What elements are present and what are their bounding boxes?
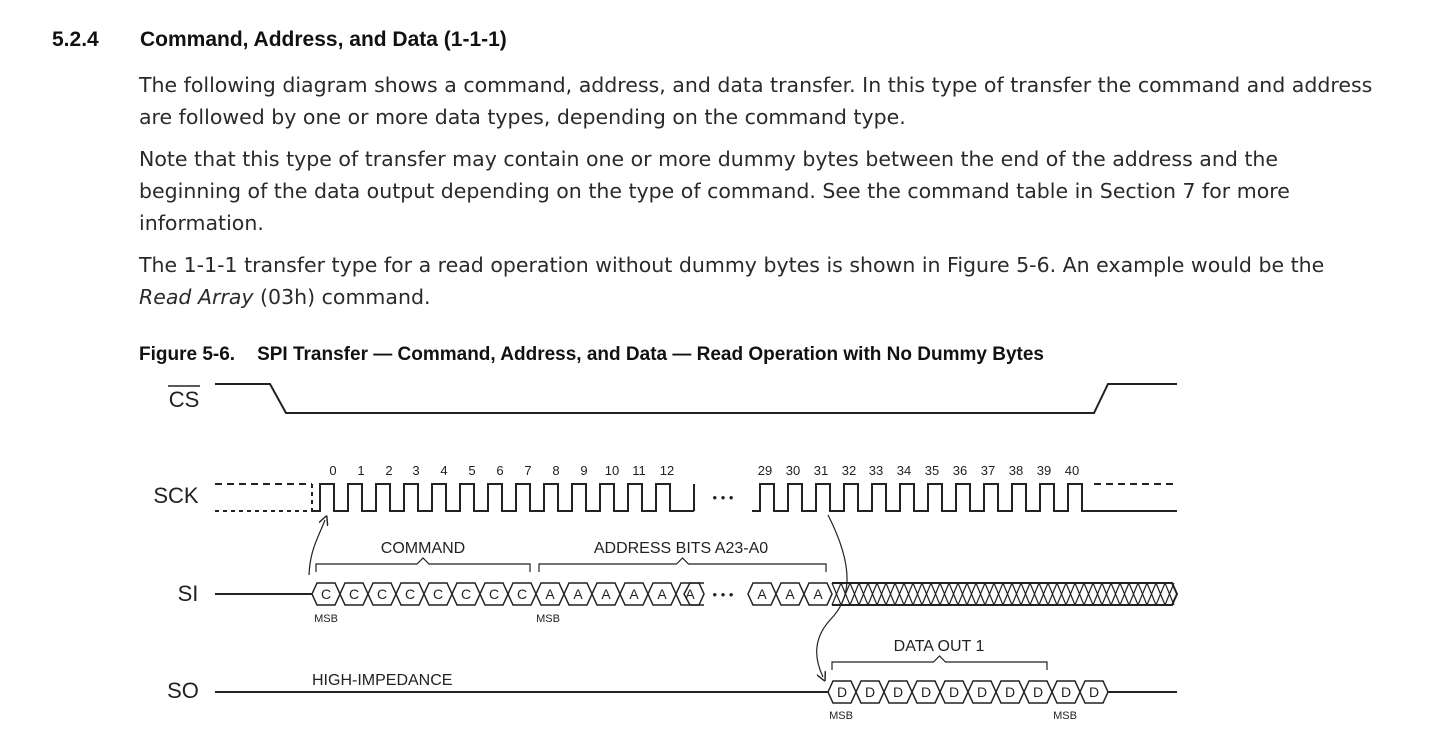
- si-command-bit-label: C: [348, 586, 360, 602]
- so-data-bit-label: D: [836, 684, 848, 700]
- so-data-bit-label: D: [976, 684, 988, 700]
- sck-dashed-idle-low-left: [215, 484, 312, 511]
- hatch-mark: [949, 583, 958, 605]
- section-number: 5.2.4: [52, 28, 99, 51]
- hatch-mark: [1075, 583, 1084, 605]
- si-command-bit-label: C: [488, 586, 500, 602]
- section-title: Command, Address, and Data (1-1-1): [140, 28, 507, 51]
- hatch-mark: [832, 583, 841, 605]
- clock-label: 36: [952, 463, 968, 478]
- hatch-mark: [1039, 583, 1048, 605]
- paragraph-read-example-pre: The 1-1-1 transfer type for a read operation without dummy bytes is shown in Figure 5-6. An example would be the: [139, 253, 1325, 277]
- clock-label: 12: [659, 463, 675, 478]
- so-second-msb-label: MSB: [1053, 710, 1077, 722]
- si-command-bit-label: C: [376, 586, 388, 602]
- clock-label: 6: [496, 463, 504, 478]
- si-address-msb-label: MSB: [536, 613, 560, 625]
- si-signal-label: SI: [177, 581, 199, 606]
- cs-waveform: [215, 384, 1177, 413]
- figure-title: SPI Transfer — Command, Address, and Data — Read Operation with No Dummy Bytes: [257, 344, 1044, 365]
- hatch-mark: [1120, 583, 1129, 605]
- hatch-mark: [940, 583, 949, 605]
- paragraph-read-example: [139, 249, 1379, 313]
- clock-label: 30: [785, 463, 801, 478]
- hatch-mark: [913, 583, 922, 605]
- hatch-mark: [859, 583, 868, 605]
- so-data-bit-label: D: [892, 684, 904, 700]
- hatch-mark: [895, 583, 904, 605]
- high-impedance-label: HIGH-IMPEDANCE: [312, 672, 453, 689]
- hatch-mark: [1030, 583, 1039, 605]
- so-data-bit-label: D: [864, 684, 876, 700]
- data-out-brace: [832, 656, 1047, 670]
- hatch-mark: [886, 583, 895, 605]
- hatch-mark: [922, 583, 931, 605]
- paragraph-dummy-bytes-note: Note that this type of transfer may contain one or more dummy bytes between the end of the address and the beginning of the data output depending on the type of command. See the command table in Section 7 for more information.: [139, 147, 1290, 235]
- so-data-bit-label: D: [1004, 684, 1016, 700]
- hatch-mark: [1003, 583, 1012, 605]
- so-signal-label: SO: [167, 678, 199, 703]
- si-address-bit-label: A: [685, 586, 695, 602]
- si-address-bit-label: A: [813, 586, 823, 602]
- paragraph-read-example-post: (03h) command.: [253, 285, 431, 309]
- clock-label: 0: [329, 463, 337, 478]
- hatch-mark: [976, 583, 985, 605]
- si-address-bit-label: A: [601, 586, 611, 602]
- command-label: COMMAND: [380, 540, 466, 557]
- sck-signal-label: SCK: [153, 483, 199, 508]
- si-command-msb-label: MSB: [314, 613, 338, 625]
- clock-label: 1: [357, 463, 365, 478]
- si-ellipsis: • • •: [712, 587, 734, 602]
- figure-number: Figure 5-6.: [139, 344, 236, 365]
- so-data-bit-label: D: [1060, 684, 1072, 700]
- hatch-mark: [1084, 583, 1093, 605]
- hatch-mark: [850, 583, 859, 605]
- so-data-bit-label: D: [920, 684, 932, 700]
- clock-label: 8: [552, 463, 560, 478]
- clock-label: 7: [524, 463, 532, 478]
- si-command-bit-label: C: [320, 586, 332, 602]
- si-command-bit-label: C: [432, 586, 444, 602]
- hatch-mark: [967, 583, 976, 605]
- sck-to-si-arrow: [309, 520, 325, 575]
- clock-label: 37: [980, 463, 996, 478]
- si-address-bit-label: A: [757, 586, 767, 602]
- clock-cycle-labels: [329, 463, 1079, 478]
- sck-ellipsis: • • •: [712, 490, 734, 505]
- hatch-mark: [1093, 583, 1102, 605]
- figure-caption: [139, 344, 1044, 366]
- so-data-bit-label: D: [948, 684, 960, 700]
- si-address-bit-label: A: [573, 586, 583, 602]
- hatch-mark: [985, 583, 994, 605]
- hatch-mark: [904, 583, 913, 605]
- clock-label: 11: [632, 463, 646, 478]
- clock-label: 40: [1064, 463, 1080, 478]
- sck-clock-pulses-right: [752, 484, 1094, 511]
- si-address-bit-label: A: [657, 586, 667, 602]
- hatch-mark: [1156, 583, 1165, 605]
- hatch-mark: [877, 583, 886, 605]
- command-brace: [316, 558, 530, 572]
- spi-timing-diagram: [0, 370, 1444, 748]
- si-command-bit-label: C: [516, 586, 528, 602]
- clock-label: 38: [1008, 463, 1024, 478]
- clock-label: 2: [385, 463, 393, 478]
- hatch-mark: [1021, 583, 1030, 605]
- paragraph-intro: The following diagram shows a command, address, and data transfer. In this type of transfer the command and address are followed by one or more data types, depending on the command type.: [139, 73, 1373, 129]
- so-data-bit-label: D: [1032, 684, 1044, 700]
- si-dont-care-region: [832, 583, 1174, 605]
- hatch-mark: [1138, 583, 1147, 605]
- so-data-bit-label: D: [1088, 684, 1100, 700]
- si-command-bit-label: C: [404, 586, 416, 602]
- sck-waveform: [215, 484, 1177, 511]
- address-brace: [539, 558, 826, 572]
- clock-label: 4: [440, 463, 448, 478]
- address-bits-label: ADDRESS BITS A23-A0: [593, 540, 769, 557]
- hatch-mark: [1147, 583, 1156, 605]
- data-out-label: DATA OUT 1: [893, 638, 985, 655]
- hatch-mark: [1048, 583, 1057, 605]
- si-address-bit-label: A: [629, 586, 639, 602]
- hatch-mark: [1057, 583, 1066, 605]
- clock-label: 3: [412, 463, 420, 478]
- sck-clock-pulses-left: [312, 484, 694, 511]
- so-first-msb-label: MSB: [829, 710, 853, 722]
- cs-signal-label: CS: [168, 387, 200, 412]
- clock-label: 39: [1036, 463, 1052, 478]
- clock-label: 32: [841, 463, 857, 478]
- hatch-mark: [1102, 583, 1111, 605]
- clock-label: 31: [813, 463, 829, 478]
- hatch-mark: [1066, 583, 1075, 605]
- clock-label: 5: [468, 463, 476, 478]
- si-address-bit-label: A: [785, 586, 795, 602]
- clock-label: 33: [868, 463, 884, 478]
- hatch-mark: [994, 583, 1003, 605]
- clock-label: 10: [604, 463, 620, 478]
- clock-label: 35: [924, 463, 940, 478]
- hatch-mark: [931, 583, 940, 605]
- si-address-bit-label: A: [545, 586, 555, 602]
- si-command-bit-label: C: [460, 586, 472, 602]
- hatch-mark: [1111, 583, 1120, 605]
- clock-label: 29: [757, 463, 773, 478]
- hatch-mark: [1129, 583, 1138, 605]
- si-waveform: [215, 583, 1177, 605]
- clock-label: 34: [896, 463, 912, 478]
- clock-label: 9: [580, 463, 588, 478]
- hatch-mark: [1012, 583, 1021, 605]
- read-array-command-name: Read Array: [139, 285, 254, 309]
- hatch-mark: [958, 583, 967, 605]
- hatch-mark: [868, 583, 877, 605]
